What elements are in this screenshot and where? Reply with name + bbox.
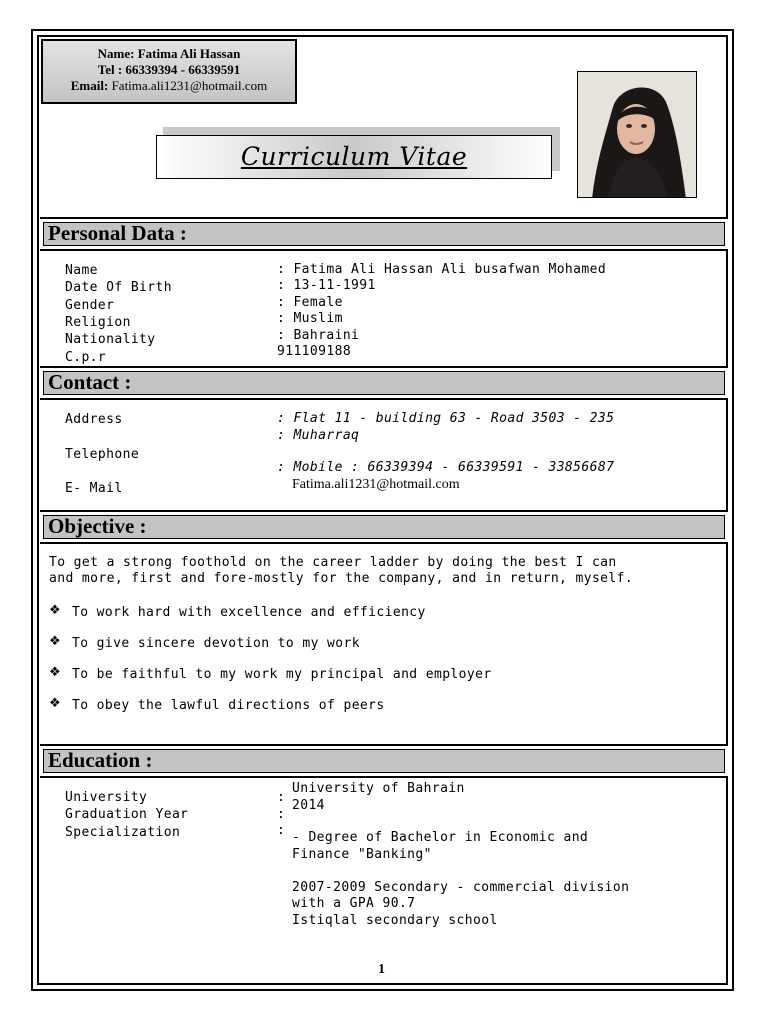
objective-line-1: To get a strong foothold on the career ladder by doing the best I can: [49, 555, 617, 570]
bullet-icon: ❖: [49, 603, 61, 618]
education-colon: :: [277, 790, 286, 805]
personal-label-dob: Date Of Birth: [65, 280, 172, 295]
section-personal-data: [40, 217, 728, 251]
personal-value-cpr: 911109188: [277, 344, 352, 359]
education-colon: :: [277, 823, 286, 838]
education-value-secondary-1: 2007-2009 Secondary - commercial division: [292, 880, 630, 895]
section-heading-objective: Objective :: [48, 514, 147, 538]
education-label-specialization: Specialization: [65, 825, 181, 840]
contact-label-telephone: Telephone: [65, 447, 140, 462]
contact-label-address: Address: [65, 412, 123, 427]
header-contact-box: [41, 39, 297, 104]
objective-line-2: and more, first and fore-mostly for the company, and in return, myself.: [49, 571, 634, 586]
header-tel: Tel : 66339394 - 66339591: [97, 62, 241, 77]
section-objective: [40, 510, 728, 544]
education-value-secondary-2: with a GPA 90.7: [292, 896, 416, 911]
bullet-icon: ❖: [49, 696, 61, 711]
objective-bullet-3: To be faithful to my work my principal and employer: [72, 667, 492, 682]
section-heading-personal: Personal Data :: [48, 221, 187, 245]
bullet-icon: ❖: [49, 665, 61, 680]
contact-label-email: E- Mail: [65, 481, 123, 496]
personal-value-religion: : Muslim: [277, 311, 343, 326]
header-email: Fatima.ali1231@hotmail.com: [111, 78, 268, 93]
education-value-secondary-3: Istiqlal secondary school: [292, 913, 498, 928]
personal-label-religion: Religion: [65, 315, 131, 330]
education-colon: :: [277, 807, 286, 822]
page-title: Curriculum Vitae: [240, 142, 468, 171]
objective-bullet-1: To work hard with excellence and efficiency: [72, 605, 426, 620]
section-education: [40, 744, 728, 778]
bullet-icon: ❖: [49, 634, 61, 649]
education-value-university: University of Bahrain: [292, 781, 465, 796]
personal-value-nationality: : Bahraini: [277, 328, 360, 343]
contact-mobile: : Mobile : 66339394 - 66339591 - 33856687: [277, 460, 615, 475]
personal-value-name: : Fatima Ali Hassan Ali busafwan Mohamed: [277, 262, 607, 277]
profile-photo: [577, 71, 697, 198]
title-box: [156, 135, 552, 179]
education-label-graduation-year: Graduation Year: [65, 807, 189, 822]
section-heading-contact: Contact :: [48, 370, 132, 394]
header-name: Name: Fatima Ali Hassan: [97, 46, 241, 61]
education-value-degree-2: Finance "Banking": [292, 847, 432, 862]
personal-value-gender: : Female: [277, 295, 343, 310]
personal-label-cpr: C.p.r: [65, 350, 107, 365]
section-heading-education: Education :: [48, 748, 153, 772]
contact-address-line1: : Flat 11 - building 63 - Road 3503 - 235: [277, 411, 615, 426]
contact-email-value: Fatima.ali1231@hotmail.com: [292, 477, 460, 492]
contact-address-line2: : Muharraq: [277, 428, 360, 443]
section-contact: [40, 366, 728, 400]
objective-bullet-4: To obey the lawful directions of peers: [72, 698, 385, 713]
header-email-label: Email:: [70, 78, 109, 93]
personal-label-nationality: Nationality: [65, 332, 156, 347]
objective-bullet-2: To give sincere devotion to my work: [72, 636, 360, 651]
education-value-degree-1: - Degree of Bachelor in Economic and: [292, 830, 589, 845]
personal-label-name: Name: [65, 263, 98, 278]
education-value-year: 2014: [292, 798, 325, 813]
personal-value-dob: : 13-11-1991: [277, 278, 376, 293]
personal-label-gender: Gender: [65, 298, 115, 313]
page-number: 1: [378, 962, 385, 977]
education-label-university: University: [65, 790, 148, 805]
